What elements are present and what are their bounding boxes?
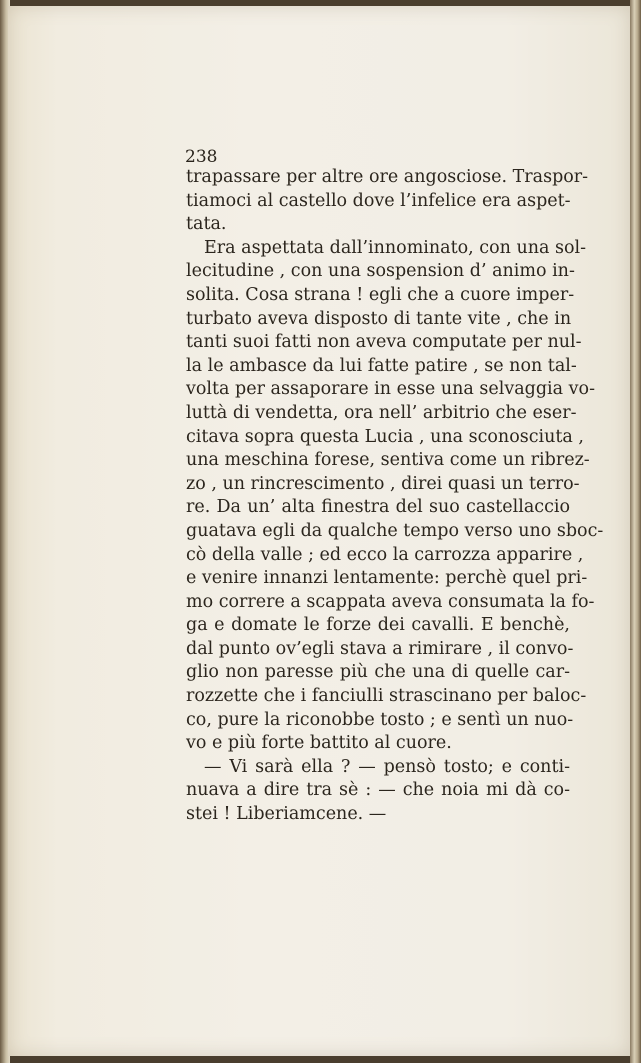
text-line: stei ! Liberiamcene. — [186,804,387,825]
text-line: nuava a dire tra sè : — che noia mi dà co- [186,780,570,801]
page-number: 238 [185,147,218,167]
text-line: tanti suoi fatti non aveva computate per nul- [186,332,582,353]
text-line: citava sopra questa Lucia , una sconosciuta , [186,426,584,447]
text-line: lecitudine , con una sospension d’ animo in- [186,261,575,282]
text-line: ga e domate le forze dei cavalli. E benchè, [186,615,570,636]
text-line: co, pure la riconobbe tosto ; e sentì un nuo- [186,709,574,730]
text-line: la le ambasce da lui fatte patire , se non tal- [186,355,577,376]
text-line: volta per assaporare in esse una selvaggia vo- [186,379,595,400]
text-line: una meschina forese, sentiva come un ribrez- [186,450,590,471]
text-line: vo e più forte battito al cuore. [186,733,452,754]
text-line: turbato aveva disposto di tante vite , che in [186,308,572,329]
text-line: Era aspettata dall’innominato, con una sol- [204,237,587,258]
page-fore-edge [630,0,641,1063]
text-line: mo correre a scappata aveva consumata la fo- [186,591,595,612]
text-line: trapassare per altre ore angosciose. Traspor- [186,167,589,187]
text-line: cò della valle ; ed ecco la carrozza apparire , [186,544,584,565]
text-line: e venire innanzi lentamente: perchè quel pri- [186,568,588,589]
text-line: guatava egli da qualche tempo verso uno sboc- [186,520,604,541]
text-line: luttà di vendetta, ora nell’ arbitrio che eser- [186,402,577,423]
text-line: tiamoci al castello dove l’infelice era aspet- [186,190,571,211]
text-line: rozzette che i fanciulli strascinano per baloc- [186,686,587,707]
text-line: dal punto ov’egli stava a rimirare , il convo- [186,638,574,659]
text-line: solita. Cosa strana ! egli che a cuore imper- [186,284,575,305]
text-line: glio non paresse più che una di quelle car- [186,662,570,683]
page-body-text [186,166,604,827]
text-line: tata. [186,214,227,235]
text-line: zo , un rincrescimento , direi quasi un terro- [186,473,580,494]
text-line: — Vi sarà ella ? — pensò tosto; e conti- [204,756,570,777]
text-line: re. Da un’ alta finestra del suo castellaccio [186,497,570,518]
